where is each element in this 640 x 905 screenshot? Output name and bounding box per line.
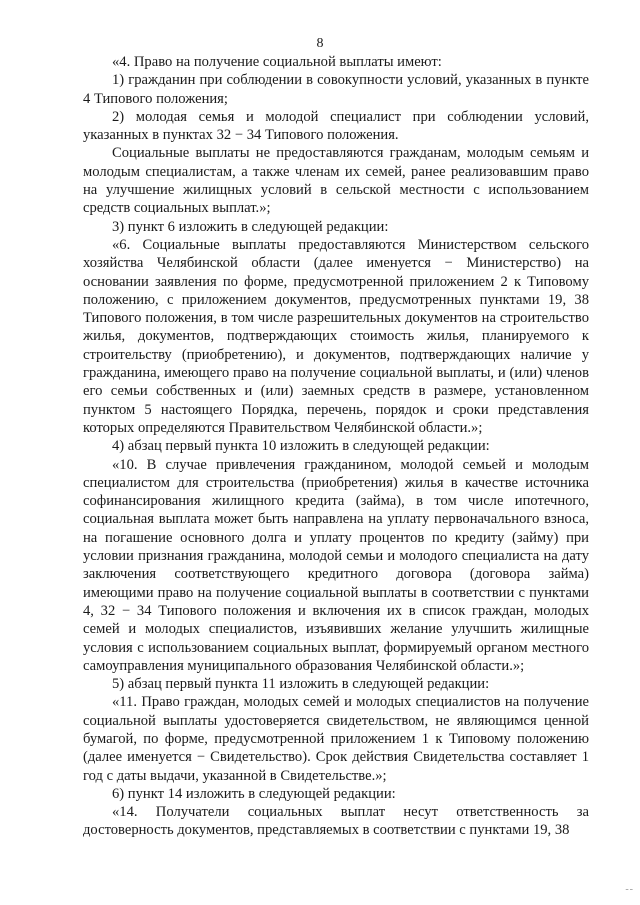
paragraph: Социальные выплаты не предоставляются гражданам, молодым семьям и молодым специалистам, а также членам их семей, ранее реализовавшим право на улучшение жилищных условий в сельской местности с использованием средств социальных выплат.»;: [83, 145, 589, 217]
paragraph: «10. В случае привлечения гражданином, молодой семьей и молодым специалистом для строительства (приобретения) жилья в качестве источника софинансирования жилищного кредита (займа), в том числе ипотечного, социальная выплата может быть направлена на уплату первоначального взноса, на погашение основного долга и уплату процентов по кредиту (займу) при условии признания гражданина, молодой семьи и молодого специалиста на дату заключения соответствующего кредитного договора (договора займа) имеющими право на получение социальной выплаты в соответствии с пунктами 4, 32 − 34 Типового положения и включения их в список граждан, молодых семей и молодых специалистов, изъявивших желание улучшить жилищные условия с использованием социальных выплат, формируемый органом местного самоуправления муниципального образования Челябинской области.»;: [83, 456, 589, 674]
paragraph: 4) абзац первый пункта 10 изложить в следующей редакции:: [112, 438, 490, 455]
paragraph: «4. Право на получение социальной выплаты имеют:: [112, 54, 442, 70]
corner-mark: --: [625, 884, 634, 895]
paragraph: 1) гражданин при соблюдении в совокупности условий, указанных в пункте 4 Типового положения;: [83, 72, 589, 107]
page-number: 8: [316, 36, 324, 51]
paragraph: «14. Получатели социальных выплат несут ответственность за достоверность документов, представляемых в соответствии с пунктами 19, 38: [83, 804, 589, 839]
document-body: [83, 53, 589, 840]
paragraph: 5) абзац первый пункта 11 изложить в следующей редакции:: [112, 676, 490, 693]
paragraph: 6) пункт 14 изложить в следующей редакции:: [112, 785, 396, 802]
paragraph: 3) пункт 6 изложить в следующей редакции:: [112, 218, 389, 235]
paragraph: 2) молодая семья и молодой специалист при соблюдении условий, указанных в пунктах 32 − 34 Типового положения.: [83, 108, 589, 144]
paragraph: «11. Право граждан, молодых семей и молодых специалистов на получение социальной выплаты удостоверяется свидетельством, не являющимся ценной бумагой, по форме, предусмотренной приложением 1 к Типовому положению (далее именуется − Свидетельство). Срок действия Свидетельства составляет 1 год с даты выдачи, указанной в Свидетельстве.»;: [83, 694, 589, 784]
paragraph: «6. Социальные выплаты предоставляются Министерством сельского хозяйства Челябинской области (далее именуется − Министерство) на основании заявления по форме, предусмотренной приложением 2 к Типовому положению, с приложением документов, предусмотренных пунктами 19, 38 Типового положения, в том числе разрешительных документов на строительство жилья, документов, подтверждающих стоимость жилья, планируемого к строительству (приобретению), и документов, подтверждающих наличие у гражданина, имеющего право на получение социальной выплаты, и (или) членов его семьи собственных и (или) заемных средств в размере, установленном пунктом 5 настоящего Порядка, перечень, порядок и сроки представления которых определяются Правительством Челябинской области.»;: [83, 236, 589, 436]
